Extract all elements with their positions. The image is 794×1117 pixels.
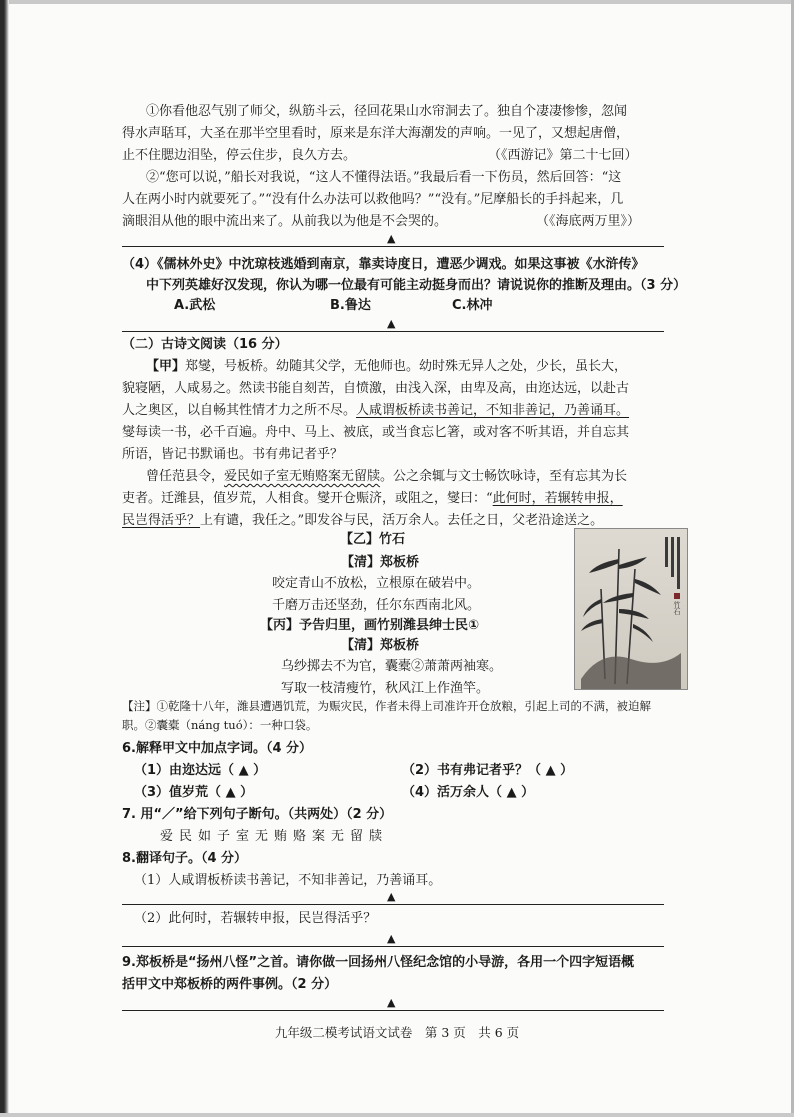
question8-item1: （1）人咸谓板桥读书善记，不知非善记，乃善诵耳。 xyxy=(134,873,442,888)
jia-line4: 燮每读一书，必千百遍。舟中、马上、被底，或当食忘匕箸，或对客不听其语，并自忘其 xyxy=(122,425,630,440)
question9-line2: 括甲文中郑板桥的两件事例。（2 分） xyxy=(122,977,338,992)
jia-text-7a: 吏者。迁潍县，值岁荒，人相食。燮开仓赈济，或阻之，燮曰：“ xyxy=(122,491,493,506)
passage2-source: （《海底两万里》） xyxy=(536,214,641,229)
answer-marker: ▲ xyxy=(387,996,396,1009)
passage2-line2: 人在两小时内就要死了。”“没有什么办法可以救他吗？”“没有。”尼摩船长的手抖起来，几 xyxy=(122,192,624,207)
scan-edge-bottom xyxy=(0,1113,794,1117)
poem-yi-author: 【清】郑板桥 xyxy=(341,555,420,570)
note-line1: 【注】①乾隆十八年，潍县遭遇饥荒，为赈灾民，作者未得上司准许开仓放粮，引起上司的不满，被迫解 xyxy=(122,699,651,713)
question8: 8.翻译句子。（4 分） xyxy=(122,851,248,866)
question8-item2: （2）此何时，若辗转申报，民岂得活乎？ xyxy=(134,911,377,926)
jia-line3 xyxy=(122,401,629,421)
page-footer: 九年级二模考试语文试卷 第 3 页 共 6 页 xyxy=(274,1025,520,1040)
jia-text-3: 人之奥区，以自畅其性情才力之所不尽。 xyxy=(122,403,357,418)
jia-line8 xyxy=(122,511,603,531)
answer-line[interactable] xyxy=(122,331,664,332)
dotted-char: 迩 xyxy=(538,381,552,396)
answer-marker: ▲ xyxy=(387,317,396,330)
poem-yi-line1: 咬定青山不放松，立根原在破岩中。 xyxy=(272,576,481,591)
poem-bing-line2: 写取一枝清瘦竹，秋风江上作渔竿。 xyxy=(281,681,490,696)
passage1-line1: ①你看他忍气别了师父，纵筋斗云，径回花果山水帘洞去了。独自个凄凄惨惨，忽闻 xyxy=(146,104,628,119)
scan-edge-left xyxy=(0,0,9,1117)
question9-line1: 9.郑板桥是“扬州八怪”之首。请你做一回扬州八怪纪念馆的小导游，各用一个四字短语概 xyxy=(122,955,635,970)
wavy-underlined-phrase: 爱民如子室无贿赂案无留牍 xyxy=(224,469,381,484)
jia-text-6a: 曾任范县令， xyxy=(146,469,225,484)
section-title: （二）古诗文阅读（16 分） xyxy=(122,337,288,352)
passage1-source: （《西游记》第二十七回） xyxy=(488,148,638,163)
bamboo-illustration xyxy=(575,529,687,689)
passage1-line2: 得水声聒耳，大圣在那半空里看时，原来是东洋大海潮发的声响。一见了，又想起唐僧， xyxy=(122,126,630,141)
jia-text-6b: 。公之余辄与文士畅饮咏诗，至有忘其为长 xyxy=(380,469,628,484)
jia-line6 xyxy=(146,467,627,487)
jia-text-8b: 上有谴，我任之。”即发谷与民，活万余人。去任之日，父老沿途送之。 xyxy=(200,513,604,528)
answer-marker: ▲ xyxy=(387,932,396,945)
jia-label: 【甲】 xyxy=(146,359,186,374)
jia-line5: 所语，皆记书默诵也。书有弗记者乎？ xyxy=(122,447,344,462)
answer-marker: ▲ xyxy=(387,890,396,903)
bamboo-painting xyxy=(574,528,688,690)
question6-item4[interactable]: （4）活万余人（ ▲ ） xyxy=(402,785,535,800)
passage1-line3: 止不住腮边泪坠，停云住步，良久方去。 xyxy=(122,148,357,163)
jia-line1 xyxy=(146,357,627,377)
poem-bing-line1: 乌纱掷去不为官，囊橐②萧萧两袖寒。 xyxy=(281,659,503,674)
question4-line1: （4）《儒林外史》中沈琼枝逃婚到南京，靠卖诗度日，遭恶少调戏。如果这事被《水浒传》 xyxy=(122,257,645,272)
poem-yi-title: 【乙】竹石 xyxy=(340,532,406,547)
underlined-sentence-2a: 此何时，若辗转申报， xyxy=(492,491,623,506)
answer-line[interactable] xyxy=(122,1010,664,1011)
passage2-line1: ②“您可以说，”船长对我说，“这人不懂得法语。”我最后看一下伤员，然后回答：“这 xyxy=(146,170,622,185)
answer-marker: ▲ xyxy=(387,232,396,245)
note-line2: 职。②囊橐（náng tuó）：一种口袋。 xyxy=(122,718,318,732)
answer-line[interactable] xyxy=(122,946,664,947)
jia-text-1: 郑燮，号板桥。幼随其父学，无他师也。幼时殊无异人之处，少长，虽长大， xyxy=(185,359,628,374)
jia-text-2a: 貌寝陋，人咸易之。然读书能自刻苦，自愤激，由浅入深，由卑及高，由 xyxy=(122,381,539,396)
question6-item2[interactable]: （2）书有弗记者乎？（ ▲ ） xyxy=(402,763,574,778)
answer-line[interactable] xyxy=(122,246,664,247)
question7-sentence[interactable]: 爱民如子室无贿赂案无留牍 xyxy=(160,829,389,844)
poem-yi-line2: 千磨万击还坚劲，任尔东西南北风。 xyxy=(272,598,481,613)
underlined-sentence-2b: 民岂得活乎？ xyxy=(122,513,201,528)
scan-edge-top xyxy=(0,0,794,4)
question4-line2: 中下列英雄好汉发现，你认为哪一位最有可能主动挺身而出？请说说你的推断及理由。（3 分） xyxy=(146,278,687,293)
jia-line7 xyxy=(122,489,623,509)
underlined-sentence-1: 人咸谓板桥读书善记，不知非善记，乃善诵耳。 xyxy=(356,403,630,418)
poem-bing-author: 【清】郑板桥 xyxy=(341,638,420,653)
painting-label: 竹石 xyxy=(673,601,681,615)
passage2-line3: 滴眼泪从他的眼中流出来了。从前我以为他是不会哭的。 xyxy=(122,214,448,229)
question6-item1[interactable]: （1）由迩达远（ ▲ ） xyxy=(134,763,267,778)
question7: 7. 用“／”给下列句子断句。（共两处）（2 分） xyxy=(122,807,393,822)
poem-bing-title: 【丙】予告归里，画竹别潍县绅士民① xyxy=(260,618,480,633)
question6: 6.解释甲文中加点字词。（4 分） xyxy=(122,741,313,756)
option-c: C.林冲 xyxy=(452,298,493,313)
option-a: A.武松 xyxy=(174,298,216,313)
jia-text-2c: 达远，以赴古 xyxy=(551,381,630,396)
option-b: B.鲁达 xyxy=(330,298,371,313)
jia-line2 xyxy=(122,379,629,399)
answer-line[interactable] xyxy=(122,904,664,905)
question6-item3[interactable]: （3）值岁荒（ ▲ ） xyxy=(134,785,254,800)
